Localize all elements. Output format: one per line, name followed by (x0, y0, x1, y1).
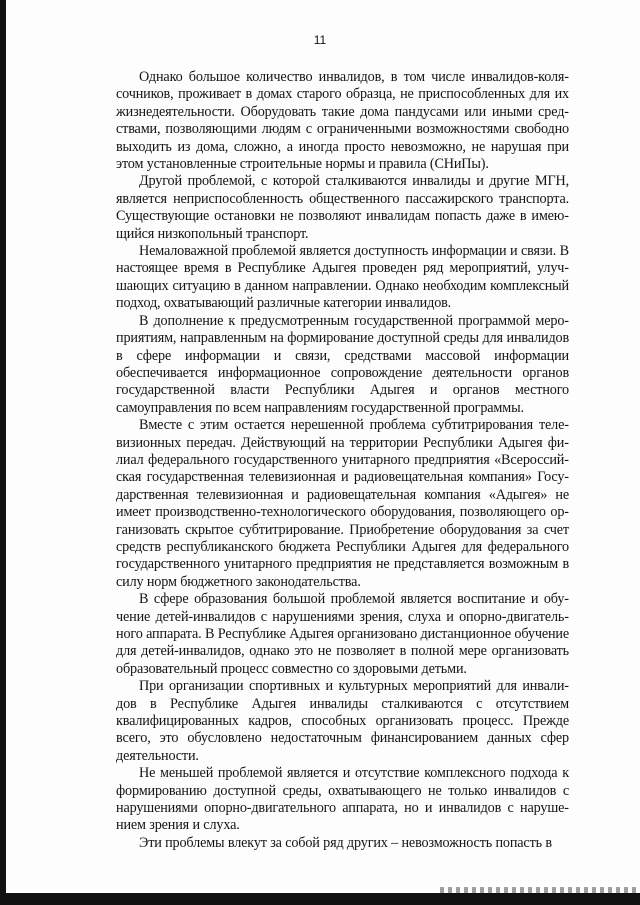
document-body (116, 69, 569, 852)
paragraph: Немаловажной проблемой является доступность информации и связи. В настоящее время в Республике Адыгея проведен ряд мероприятий, улучшающих ситуацию в данном направлении. Однако необходим комплексный подход, охватывающий различные категории инвалидов. (116, 243, 569, 312)
paragraph: Эти проблемы влекут за собой ряд других – невозможность попасть в (139, 834, 552, 851)
paragraph: В сфере образования большой проблемой является воспитание и обучение детей-инвалидов с нарушениями зрения, слуха и опорно-двигательного аппарата. В Республике Адыгея организовано дистанционное обучение для детей-инвалидов, однако это не позволяет в полной мере организовать образовательный процесс совместно со здоровыми детьми. (116, 591, 569, 677)
paragraph: Вместе с этим остается нерешенной проблема субтитрирования телевизионных передач. Действующий на территории Республики Адыгея филиал федерального государственного унитарного предприятия «Всероссийская государственная телевизионная и радиовещательная компания» Государственная телевизионная и радиовещательная компания «Адыгея» не имеет производственно-технологического оборудования, позволяющего организовать скрытое субтитрирование. Приобретение оборудования за счет средств республиканского бюджета Республики Адыгея для федерального государственного унитарного предприятия не представляется возможным в силу норм бюджетного законодательства. (116, 417, 569, 590)
scan-border-left (0, 0, 6, 905)
page-number: 11 (313, 33, 327, 47)
paragraph: В дополнение к предусмотренным государственной программой мероприятиям, направленным на формирование доступной среды для инвалидов в сфере информации и связи, средствами массовой информации обеспечивается информационное сопровождение деятельности органов государственной власти Республики Адыгея и органов местного самоуправления по всем направлениям государственной программы. (116, 312, 569, 416)
paragraph: Другой проблемой, с которой сталкиваются инвалиды и другие МГН, является неприспособленность общественного пассажирского транспорта. Существующие остановки не позволяют инвалидам попасть даже в имеющийся низкопольный транспорт. (116, 173, 569, 242)
paragraph: Однако большое количество инвалидов, в том числе инвалидов-колясочников, проживает в домах старого образца, не приспособленных для их жизнедеятельности. Оборудовать такие дома пандусами или иными средствами, позволяющими людям с ограниченными возможностями свободно выходить из дома, сложно, а иногда просто невозможно, не нарушая при этом установленные строительные нормы и правила (СНиПы). (116, 69, 569, 173)
scan-border-bottom (0, 893, 640, 905)
paragraph: Не меньшей проблемой является и отсутствие комплексного подхода к формированию доступной среды, охватывающего не только инвалидов с нарушениями опорно-двигательного аппарата, но и инвалидов с нарушением зрения и слуха. (116, 765, 569, 834)
scan-border-bottom-noise (440, 887, 640, 893)
paragraph: При организации спортивных и культурных мероприятий для инвалидов в Республике Адыгея инвалиды сталкиваются с отсутствием квалифицированных кадров, способных организовать процесс. Прежде всего, это обусловлено недостаточным финансированием данных сфер деятельности. (116, 678, 569, 764)
